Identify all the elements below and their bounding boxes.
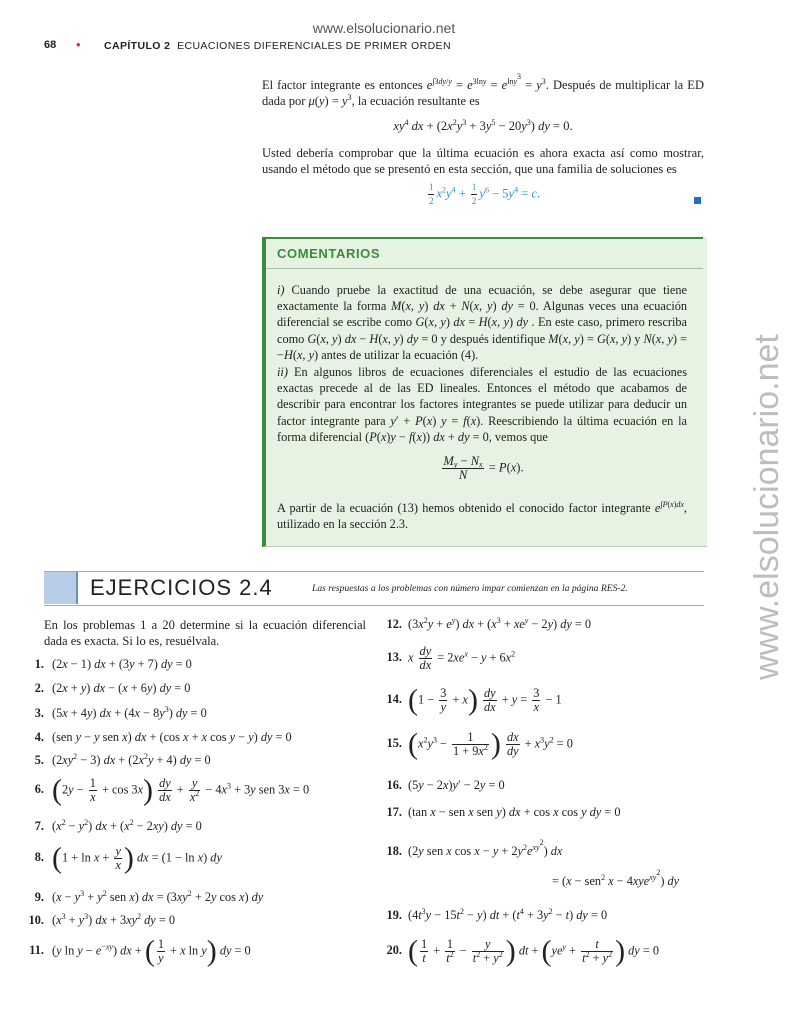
exercise-20: 20. ( $\frac{1}{t}$ + $\frac{1}{t^2}$ − $\frac{y}{t^2 + y^2}$ ) dt + ($ye^y$ + $\frac{t}{t^2 + y^2}$ ) dy = 0: [386, 934, 659, 968]
chapter-label: CAPÍTULO 2: [104, 40, 171, 52]
exercise-19: 19. $(4t^3y - 15t^2 - y)$ dt + $(t^4 + 3y^2 - t)$ dy = 0: [386, 907, 608, 922]
header-bullet: •: [76, 37, 81, 52]
exercise-7: 7. $(x^2 - y^2)$ dx + $(x^2 - 2xy)$ dy = 0: [34, 818, 202, 833]
resulting-equation: $xy^4$ dx + $(2x^2y^3 + 3y^5 - 20y^3)$ dy = 0.: [393, 118, 573, 133]
comentario-ii: ii) En algunos libros de ecuaciones diferenciales el estudio de las ecuaciones exactas precede al de las ED lineales. Entonces el método que acabamos de describir para encontrar los factores integrantes se puede utilizar para deducir un factor integrante para y′ + P(x) y = f(x). Reescribiendo la última ecuación en la forma diferencial (P(x)y − f(x)) dx + dy = 0, vemos que: [277, 365, 687, 444]
exercise-17: 17. (tan x − sen x sen y) dx + cos x cos y dy = 0: [386, 805, 621, 819]
comentario-conclusion: A partir de la ecuación (13) hemos obtenido el conocido factor integrante $e^{\int P(x)dx}$, utilizado en la sección 2.3.: [277, 500, 687, 532]
comentario-equation: $\frac{M_y - N_x}{N}$ = P(x).: [443, 454, 524, 482]
comentarios-rule: [266, 237, 703, 239]
exercise-12: 12. $(3x^2y + e^y)$ dx + $(x^3 + xe^y - 2y)$ dy = 0: [386, 616, 592, 631]
exercise-instructions: En los problemas 1 a 20 determine si la ecuación diferencial dada es exacta. Si lo es, resuélvala.: [44, 618, 366, 648]
exercise-3: 3. (5x + 4y) dx + $(4x - 8y^3)$ dy = 0: [34, 705, 207, 720]
side-watermark: www.elsolucionario.net: [748, 334, 786, 680]
ejercicios-swatch-edge: [76, 572, 78, 604]
exercise-5: 5. $(2xy^2 - 3)$ dx + $(2x^2y + 4)$ dy = 0: [34, 752, 211, 767]
comentarios-title: COMENTARIOS: [277, 246, 381, 261]
running-header: [104, 40, 451, 52]
exercise-2: 2. (2x + y) dx − (x + 6y) dy = 0: [34, 681, 191, 695]
exercise-10: 10. $(x^3 + y^3)$ dx + $3xy^2$ dy = 0: [28, 912, 175, 927]
exercise-1: 1. (2x − 1) dx + (3y + 7) dy = 0: [34, 657, 192, 671]
exercise-18: 18. (2y sen x $\cos x - y + 2y^2e^{xy^2}$) dx: [386, 838, 563, 858]
solution-family-equation: $\frac{1}{2}$ $x^2y^4$ + $\frac{1}{2}$ $y^6 - 5y^4 = c$.: [428, 182, 541, 206]
intro-paragraph-1: El factor integrante es entonces $e^{\int 3dy/y} = e^{3lny} = e^{lny^3} = y^3$. Después de multiplicar la ED dada por $\mu(y) = y^3$, la ecuación resultante es: [262, 72, 704, 108]
exercise-4: 4. (sen y − y sen x) dx + (cos x + x cos y − y) dy = 0: [34, 730, 292, 744]
exercise-14: 14. (1 − $\frac{3}{y}$ + x) $\frac{dy}{dx}$ + y = $\frac{3}{x}$ − 1: [386, 683, 562, 717]
end-of-example-marker: [694, 197, 701, 204]
watermark-top: www.elsolucionario.net: [312, 20, 456, 36]
ejercicios-note: Las respuestas a los problemas con número impar comienzan en la página RES-2.: [312, 583, 628, 594]
ejercicios-title: EJERCICIOS 2.4: [90, 575, 273, 600]
exercise-16: 16. (5y − 2x)y′ − 2y = 0: [386, 778, 505, 792]
page-number: 68: [44, 39, 57, 51]
intro-paragraph-2: Usted debería comprobar que la última ecuación es ahora exacta así como mostrar, usando el método que se presentó en esta sección, que una familia de soluciones es: [262, 146, 704, 176]
exercise-8: 8. (1 + ln x + $\frac{y}{x}$ ) dx = (1 − ln x) dy: [34, 841, 222, 875]
comentarios-divider: [266, 268, 703, 269]
ejercicios-color-swatch: [44, 572, 76, 604]
exercise-9: 9. ($x - y^3 + y^2$ sen x) dx = ($3xy^2 + 2y$ cos x) dy: [34, 889, 264, 904]
exercise-15: 15. ($x^2y^3$ − $\frac{1}{1 + 9x^2}$ ) $\frac{dx}{dy}$ + $x^3y^2 = 0$: [386, 727, 573, 761]
exercise-13: 13. x $\frac{dy}{dx}$ = $2xe^x - y + 6x^2$: [386, 644, 516, 672]
comentario-i: i) Cuando pruebe la exactitud de una ecuación, se debe asegurar que tiene exactamente la forma M(x, y) dx + N(x, y) dy = 0. Algunas veces una ecuación diferencial se escribe como G(x, y) dx = H(x, y) dy . En este caso, primero rescriba como G(x, y) dx − H(x, y) dy = 0 y después identifique M(x, y) = G(x, y) y N(x, y) = −H(x, y) antes de utilizar la ecuación (4).: [277, 283, 688, 362]
exercise-6: 6. (2y − $\frac{1}{x}$ + cos 3x) $\frac{dy}{dx}$ + $\frac{y}{x^2}$ − $4x^3 + 3y$ sen 3x = 0: [34, 773, 310, 807]
exercise-11: 11. (y $\ln y - e^{-xy}$) dx + ( $\frac{1}{y}$ + x ln y) dy = 0: [29, 934, 251, 968]
exercise-18-continued: = (x − sen$^2$ x − 4xye$^{xy^2}$) dy: [552, 868, 680, 888]
chapter-title: ECUACIONES DIFERENCIALES DE PRIMER ORDEN: [177, 40, 451, 52]
